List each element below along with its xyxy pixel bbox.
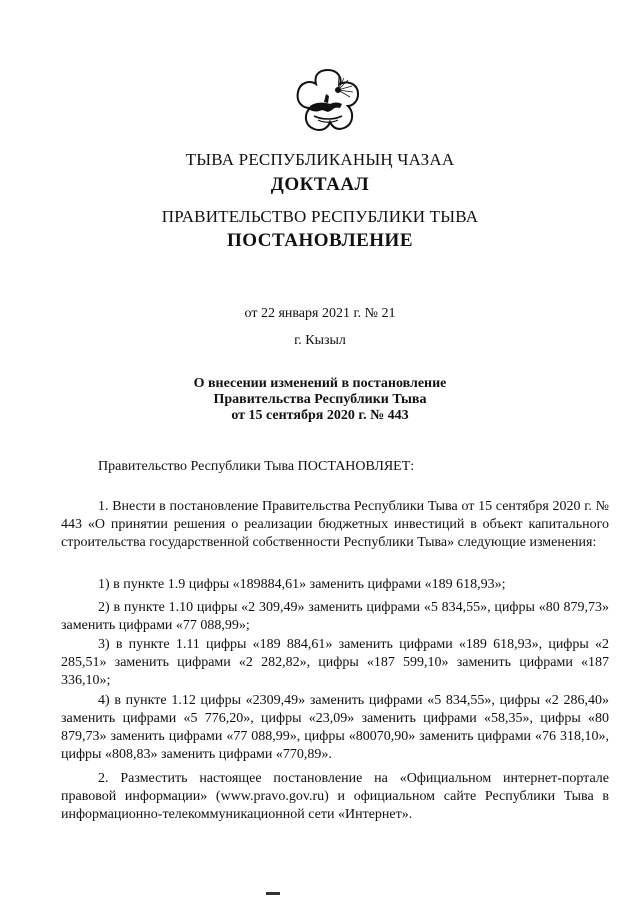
page-mark	[266, 892, 280, 895]
header-tuvan-government: ТЫВА РЕСПУБЛИКАНЫҢ ЧАЗАА	[185, 150, 455, 169]
list-item: 3) в пункте 1.11 цифры «189 884,61» заменить цифрами «189 618,93», цифры «2 285,51» заменить цифрами «2 282,82», цифры «187 599,10» заменить цифрами «187 336,10»;	[61, 637, 609, 688]
paragraph-2: 2. Разместить настоящее постановление на «Официальном интернет-портале правовой информации» (www.pravo.gov.ru) и официальном сайте Республики Тыва в информационно-телекоммуникационной сети «Интернет».	[61, 771, 609, 822]
header-tuvan-doc-type: ДОКТААЛ	[270, 174, 370, 195]
decree-statement: Правительство Республики Тыва ПОСТАНОВЛЯЕТ:	[98, 459, 415, 474]
tuva-emblem-icon	[292, 66, 364, 138]
header-doc-type: ПОСТАНОВЛЕНИЕ	[226, 230, 414, 251]
document-city: г. Кызыл	[294, 333, 346, 348]
title-line: О внесении изменений в постановление	[193, 376, 447, 391]
list-item: 4) в пункте 1.12 цифры «2309,49» заменить цифрами «5 834,55», цифры «2 286,40» заменить цифрами «5 776,20», цифры «23,09» заменить цифрами «58,35», цифры «80 879,73» заменить цифрами «77 088,99», цифры «80070,90» заменить цифрами «76 318,10», цифры «808,83» заменить цифрами «770,89».	[61, 693, 609, 762]
paragraph-1: 1. Внести в постановление Правительства Республики Тыва от 15 сентября 2020 г. № 443 «О принятии решения о реализации бюджетных инвестиций в объект капитального строительства государственной собственности Республики Тыва» следующие изменения:	[61, 499, 609, 550]
title-line: от 15 сентября 2020 г. № 443	[231, 408, 409, 423]
list-item: 2) в пункте 1.10 цифры «2 309,49» заменить цифрами «5 834,55», цифры «80 879,73» заменить цифрами «77 088,99»;	[61, 600, 609, 633]
title-line: Правительства Республики Тыва	[213, 392, 427, 407]
document-date-number: от 22 января 2021 г. № 21	[244, 306, 396, 321]
list-item: 1) в пункте 1.9 цифры «189884,61» заменить цифрами «189 618,93»;	[98, 577, 506, 592]
document-title	[0, 376, 640, 424]
header-government: ПРАВИТЕЛЬСТВО РЕСПУБЛИКИ ТЫВА	[161, 207, 479, 226]
